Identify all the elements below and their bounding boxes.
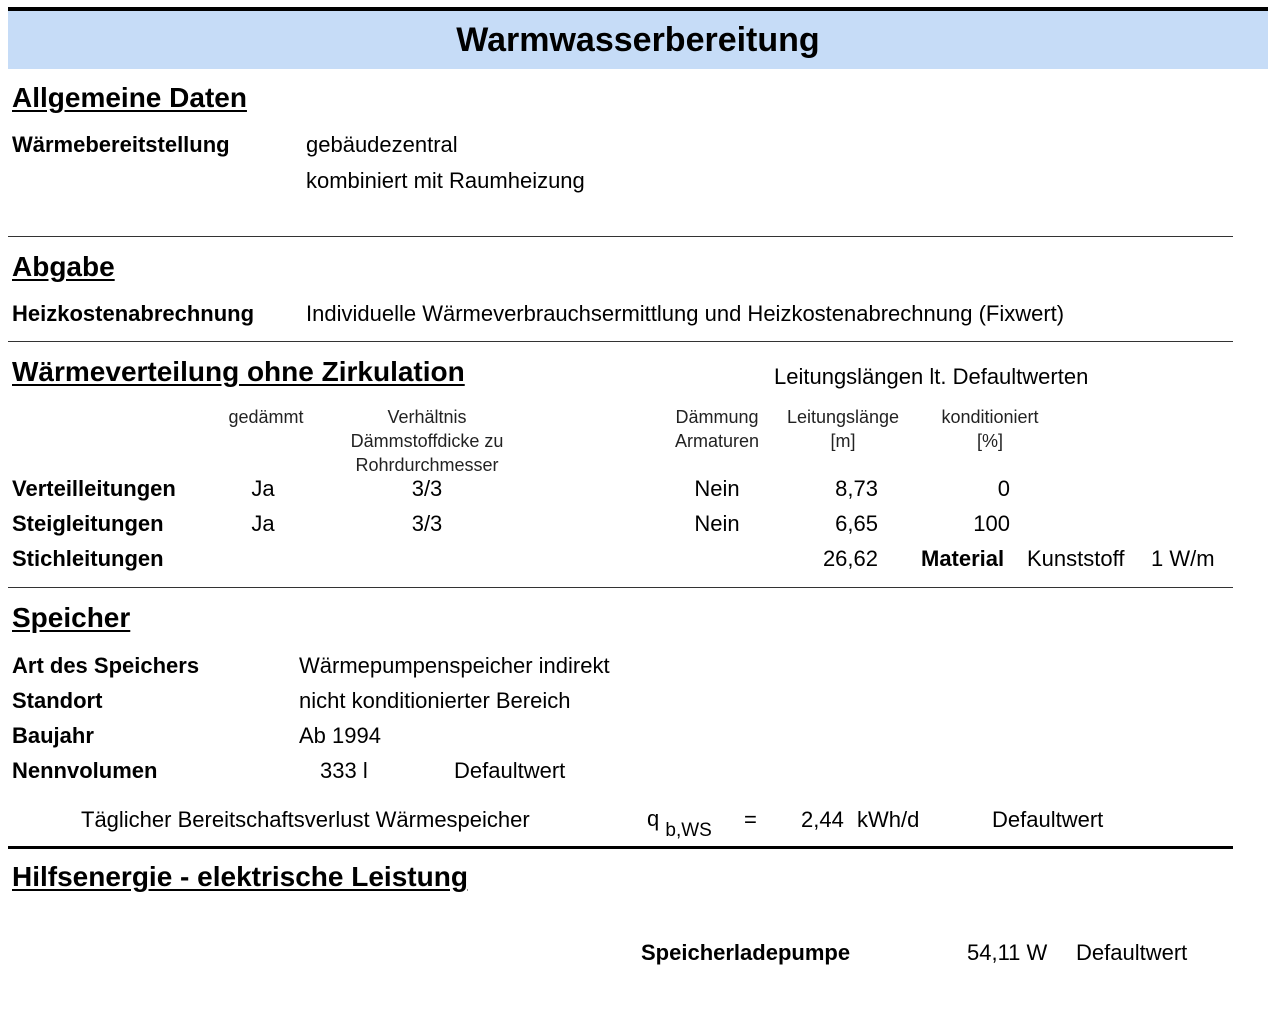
storage-location-value: nicht konditionierter Bereich — [299, 688, 571, 713]
section-heading-distribution: Wärmeverteilung ohne Zirkulation — [12, 356, 465, 387]
storage-year-label: Baujahr — [12, 723, 94, 748]
divider — [8, 587, 1233, 588]
pump-value: 54,11 W — [967, 940, 1048, 965]
section-heading-aux-energy: Hilfsenergie - elektrische Leistung — [12, 861, 468, 892]
storage-year-value: Ab 1994 — [299, 723, 381, 748]
divider-thick — [8, 846, 1233, 849]
storage-volume-value: 333 l — [320, 758, 368, 783]
heat-supply-label: Wärmebereitstellung — [12, 132, 230, 157]
col-header-ratio-3: Rohrdurchmesser — [355, 455, 499, 475]
row-ratio: 3/3 — [411, 511, 443, 536]
standby-loss-value: 2,44 — [801, 807, 844, 832]
section-heading-abgabe: Abgabe — [12, 251, 115, 282]
standby-loss-equals: = — [744, 807, 757, 832]
col-header-ratio-1: Verhältnis — [387, 407, 467, 427]
pump-label: Speicherladepumpe — [641, 940, 851, 965]
storage-location-label: Standort — [12, 688, 103, 713]
row-length: 26,62 — [822, 546, 878, 571]
standby-loss-unit: kWh/d — [857, 807, 920, 832]
section-heading-storage: Speicher — [12, 602, 131, 633]
material-value: Kunststoff — [1027, 546, 1125, 571]
row-length: 6,65 — [835, 511, 878, 536]
col-header-conditioned-1: konditioniert — [941, 407, 1039, 427]
pipe-length-note: Leitungslängen lt. Defaultwerten — [774, 364, 1089, 389]
standby-loss-symbol — [647, 806, 712, 841]
standby-loss-label: Täglicher Bereitschaftsverlust Wärmespeicher — [81, 807, 530, 832]
loss-symbol-q: q — [647, 806, 660, 831]
row-fittings: Nein — [694, 476, 740, 501]
row-conditioned: 0 — [997, 476, 1010, 501]
row-label-riser-pipes: Steigleitungen — [12, 511, 164, 536]
row-ratio: 3/3 — [411, 476, 443, 501]
col-header-fittings-2: Armaturen — [674, 431, 760, 451]
col-header-insulated: gedämmt — [228, 407, 304, 427]
col-header-conditioned-2: [%] — [976, 431, 1003, 451]
heat-supply-value: gebäudezentral — [306, 132, 458, 157]
divider — [8, 341, 1233, 342]
material-rate: 1 W/m — [1151, 546, 1215, 571]
storage-type-label: Art des Speichers — [12, 653, 200, 678]
storage-volume-label: Nennvolumen — [12, 758, 158, 783]
divider — [8, 236, 1233, 237]
loss-symbol-subscript: b,WS — [665, 820, 712, 841]
row-insulated: Ja — [251, 476, 275, 501]
col-header-length-2: [m] — [830, 431, 856, 451]
page-title: Warmwasserbereitung — [8, 11, 1268, 69]
row-length: 8,73 — [835, 476, 878, 501]
standby-loss-note: Defaultwert — [992, 807, 1104, 832]
row-label-branch-pipes: Stichleitungen — [12, 546, 164, 571]
pump-note: Defaultwert — [1076, 940, 1188, 965]
col-header-length-1: Leitungslänge — [786, 407, 900, 427]
billing-label: Heizkostenabrechnung — [12, 301, 255, 326]
col-header-fittings-1: Dämmung — [675, 407, 759, 427]
row-insulated: Ja — [251, 511, 275, 536]
storage-volume-note: Defaultwert — [454, 758, 566, 783]
storage-type-value: Wärmepumpenspeicher indirekt — [299, 653, 610, 678]
row-conditioned: 100 — [973, 511, 1010, 536]
section-heading-general: Allgemeine Daten — [12, 82, 247, 113]
col-header-ratio-2: Dämmstoffdicke zu — [350, 431, 504, 451]
row-label-distribution-pipes: Verteilleitungen — [12, 476, 176, 501]
material-label: Material — [921, 546, 1005, 571]
billing-value: Individuelle Wärmeverbrauchsermittlung und Heizkostenabrechnung (Fixwert) — [306, 301, 1065, 326]
heat-supply-combined: kombiniert mit Raumheizung — [306, 168, 585, 193]
row-fittings: Nein — [694, 511, 740, 536]
